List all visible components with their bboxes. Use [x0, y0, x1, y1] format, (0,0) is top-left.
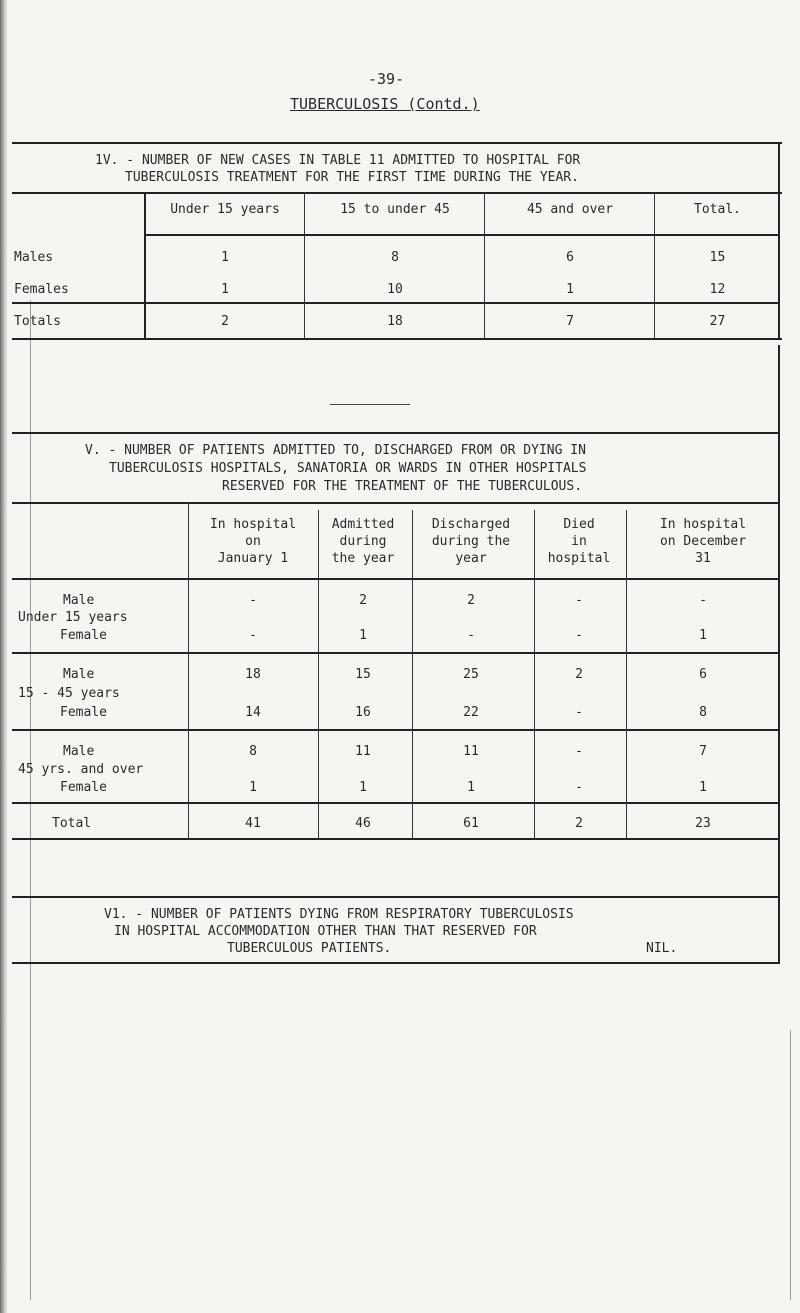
- s5-vline: [626, 510, 627, 839]
- s5-group-rule: [12, 802, 780, 804]
- s4-vline: [484, 192, 485, 339]
- s5-cell: 14: [245, 705, 261, 720]
- s5-col-text: in: [571, 534, 587, 549]
- section4-title-rule: [12, 192, 782, 194]
- s5-vline: [318, 510, 319, 839]
- s4-cell: 1: [566, 282, 574, 297]
- s5-sex-label: Female: [60, 628, 107, 643]
- s5-total-cell: 2: [575, 816, 583, 831]
- s5-cell: -: [575, 744, 583, 759]
- s5-vline: [188, 502, 189, 839]
- s5-group-rule: [12, 652, 780, 654]
- s5-col-text: during: [339, 534, 387, 549]
- section5-title-line2: TUBERCULOSIS HOSPITALS, SANATORIA OR WARDS IN OTHER HOSPITALS: [109, 461, 587, 476]
- s5-cell: 2: [575, 667, 583, 682]
- s5-col-text: January 1: [217, 551, 289, 566]
- s5-col-text: In hospital: [659, 517, 747, 532]
- s5-cell: 11: [463, 744, 479, 759]
- s4-row-label: Females: [14, 282, 69, 297]
- s5-cell: 8: [249, 744, 257, 759]
- s5-col-discharged: [412, 516, 530, 567]
- s5-col-text: In hospital: [209, 517, 297, 532]
- s5-total-cell: 46: [355, 816, 371, 831]
- s5-total-cell: 41: [245, 816, 261, 831]
- s5-sex-label: Male: [63, 593, 95, 608]
- section6-title-line1: V1. - NUMBER OF PATIENTS DYING FROM RESPIRATORY TUBERCULOSIS: [104, 907, 574, 922]
- s4-col-under15: Under 15 years: [170, 202, 280, 217]
- s5-cell: 1: [249, 780, 257, 795]
- page-heading: TUBERCULOSIS (Contd.): [290, 95, 480, 113]
- section4-top-rule: [12, 142, 782, 144]
- s5-cell: -: [575, 628, 583, 643]
- s5-col-text: hospital: [547, 551, 611, 566]
- s6-vline-right: [778, 896, 780, 963]
- section4-title-line1: 1V. - NUMBER OF NEW CASES IN TABLE 11 ADMITTED TO HOSPITAL FOR: [95, 153, 581, 168]
- s4-cell: 8: [391, 250, 399, 265]
- s5-cell: -: [575, 593, 583, 608]
- s5-cell: 15: [355, 667, 371, 682]
- s4-totals-rule: [12, 302, 780, 304]
- s5-cell: 11: [355, 744, 371, 759]
- section5-title-rule: [12, 502, 780, 504]
- s4-cell: 1: [221, 250, 229, 265]
- s5-sex-label: Male: [63, 744, 95, 759]
- section5-title-line1: V. - NUMBER OF PATIENTS ADMITTED TO, DISCHARGED FROM OR DYING IN: [85, 443, 586, 458]
- s5-cell: 1: [359, 628, 367, 643]
- s4-bottom-rule: [12, 338, 782, 340]
- s5-total-cell: 61: [463, 816, 479, 831]
- separator-dash: [330, 404, 410, 405]
- s4-header-rule: [145, 234, 780, 236]
- s5-sex-label: Male: [63, 667, 95, 682]
- s4-cell: 18: [387, 314, 403, 329]
- s5-cell: 1: [699, 628, 707, 643]
- scan-left-rule: [30, 300, 31, 1300]
- s5-col-text: during the: [431, 534, 511, 549]
- section5-top-rule: [12, 432, 780, 434]
- s4-vline: [654, 192, 655, 339]
- section4-title-line2: TUBERCULOSIS TREATMENT FOR THE FIRST TIME DURING THE YEAR.: [125, 170, 579, 185]
- s5-cell: 2: [467, 593, 475, 608]
- s5-header-rule: [12, 578, 780, 580]
- s5-cell: 6: [699, 667, 707, 682]
- s5-cell: 25: [463, 667, 479, 682]
- s4-col-45over: 45 and over: [526, 202, 614, 217]
- s5-vline: [412, 510, 413, 839]
- section6-top-rule: [12, 896, 780, 898]
- s5-cell: 7: [699, 744, 707, 759]
- s5-bottom-rule: [12, 838, 780, 840]
- page-number: -39-: [368, 70, 405, 88]
- s5-total-label: Total: [52, 816, 92, 831]
- s5-total-cell: 23: [695, 816, 711, 831]
- s4-cell: 15: [709, 250, 726, 265]
- s5-col-text: the year: [331, 551, 395, 566]
- s5-connector-line: [778, 345, 780, 433]
- s5-col-jan1: [188, 516, 318, 567]
- s5-cell: 2: [359, 593, 367, 608]
- s5-col-text: 31: [695, 551, 711, 566]
- s5-age-label: Under 15 years: [18, 610, 128, 625]
- s5-cell: 22: [463, 705, 479, 720]
- s5-cell: -: [249, 628, 257, 643]
- s6-connector-line: [778, 839, 780, 897]
- s4-cell: 27: [709, 314, 726, 329]
- s5-group-rule: [12, 729, 780, 731]
- s4-cell: 6: [566, 250, 574, 265]
- s5-col-text: Died: [563, 517, 595, 532]
- s5-vline-right: [778, 432, 780, 839]
- s5-age-label: 15 - 45 years: [18, 686, 120, 701]
- scan-edge-shadow: [0, 0, 8, 1313]
- section6-value: NIL.: [646, 941, 678, 956]
- s5-col-text: on December: [659, 534, 747, 549]
- s4-cell: 2: [221, 314, 229, 329]
- s4-row-label: Males: [14, 250, 54, 265]
- section6-title-line2: IN HOSPITAL ACCOMMODATION OTHER THAN THAT RESERVED FOR: [114, 924, 537, 939]
- s4-col-total: Total.: [694, 202, 741, 217]
- s5-col-died: [534, 516, 624, 567]
- section6-title-line3: TUBERCULOUS PATIENTS.: [227, 941, 392, 956]
- s4-row-label: Totals: [14, 314, 61, 329]
- s4-vline-right: [778, 142, 780, 339]
- s5-col-dec31: [628, 516, 778, 567]
- s5-col-text: on: [245, 534, 261, 549]
- s4-cell: 7: [566, 314, 574, 329]
- s5-sex-label: Female: [60, 705, 107, 720]
- s5-cell: 1: [467, 780, 475, 795]
- s5-cell: 16: [355, 705, 371, 720]
- s5-sex-label: Female: [60, 780, 107, 795]
- s5-cell: 1: [359, 780, 367, 795]
- s5-cell: 18: [245, 667, 261, 682]
- s4-vline: [144, 192, 146, 339]
- s5-col-text: Discharged: [431, 517, 511, 532]
- s5-cell: 1: [699, 780, 707, 795]
- section6-bottom-rule: [12, 962, 780, 964]
- s5-col-admitted: [318, 516, 408, 567]
- scan-right-rule: [790, 1030, 791, 1300]
- s5-col-text: Admitted: [331, 517, 395, 532]
- s5-cell: -: [467, 628, 475, 643]
- s5-col-text: year: [455, 551, 487, 566]
- s5-cell: -: [575, 705, 583, 720]
- s4-col-15to45: 15 to under 45: [340, 202, 450, 217]
- s5-cell: 8: [699, 705, 707, 720]
- s4-cell: 10: [387, 282, 403, 297]
- s4-vline: [304, 192, 305, 339]
- s5-age-label: 45 yrs. and over: [18, 762, 144, 777]
- s5-vline: [534, 510, 535, 839]
- s5-cell: -: [575, 780, 583, 795]
- s4-cell: 1: [221, 282, 229, 297]
- s5-cell: -: [699, 593, 707, 608]
- s5-cell: -: [249, 593, 257, 608]
- s4-cell: 12: [709, 282, 726, 297]
- section5-title-line3: RESERVED FOR THE TREATMENT OF THE TUBERCULOUS.: [222, 479, 583, 494]
